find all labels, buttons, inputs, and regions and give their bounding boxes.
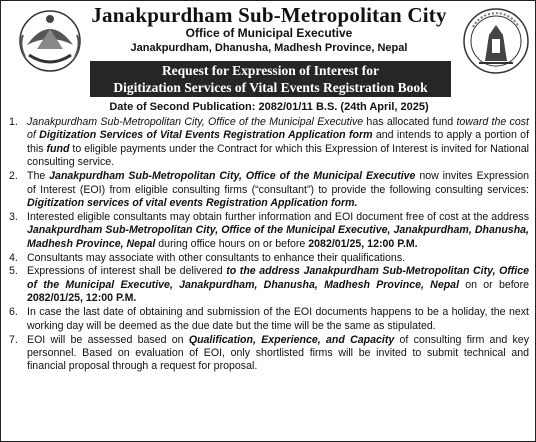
page-title: Janakpurdham Sub-Metropolitan City xyxy=(91,3,447,27)
list-item xyxy=(9,211,529,251)
item-number: 3. xyxy=(9,210,18,223)
item-text: Expressions of interest shall be delivered to the address Janakpurdham Sub-Metropolitan City, Office of the Municipal Executive, Janakpurdham, Dhanusha, Madhesh Province, Nepal on or before 2082/01/25, 12:00 P.M. xyxy=(27,265,529,305)
list-item xyxy=(9,252,529,265)
item-text: EOI will be assessed based on Qualification, Experience, and Capacity of consulting firm and key personnel. Based on evaluation of EOI, only shortlisted firms will be invited to submit technical and financial proposal through a request for proposal. xyxy=(27,333,529,373)
notice-items xyxy=(9,116,529,374)
list-item xyxy=(9,306,529,333)
item-text: Janakpurdham Sub-Metropolitan City, Office of the Municipal Executive has allocated fund toward the cost of Digitization Services of Vital Events Registration Application form and intends to apply a portion of this fund to eligible payments under the Contract for which this Expression of Interest is invited for National consulting service. xyxy=(27,116,530,169)
item-number: 4. xyxy=(9,251,18,264)
office-address: Janakpurdham, Dhanusha, Madhesh Province, Nepal xyxy=(130,42,408,54)
list-item xyxy=(9,265,529,305)
list-item xyxy=(9,170,529,210)
office-name: Office of Municipal Executive xyxy=(185,26,353,40)
item-number: 7. xyxy=(9,333,18,346)
publication-date: Date of Second Publication: 2082/01/11 B.S. (24th April, 2025) xyxy=(109,101,429,113)
item-number: 6. xyxy=(9,306,18,319)
list-item xyxy=(9,334,529,374)
notice-banner xyxy=(90,61,451,97)
item-number: 5. xyxy=(9,265,18,278)
item-text: The Janakpurdham Sub-Metropolitan City, Office of the Municipal Executive now invites Expression of Interest (EOI) from eligible consulting firms (“consultant”) to provide the following consulting services: Digitization services of vital events Registration Application form. xyxy=(27,170,529,209)
banner-line-1: Request for Expression of Interest for xyxy=(161,63,380,78)
item-number: 2. xyxy=(9,170,18,183)
banner-line-2: Digitization Services of Vital Events Registration Book xyxy=(113,80,428,95)
header xyxy=(1,4,536,55)
item-number: 1. xyxy=(9,116,18,128)
item-text: Consultants may associate with other consultants to enhance their qualifications. xyxy=(27,251,406,264)
item-text: In case the last date of obtaining and submission of the EOI documents happens to be a holiday, the next working day will be deemed as the due date but the time will be the same as stipulated. xyxy=(27,306,529,332)
list-item xyxy=(9,116,529,170)
item-text: Interested eligible consultants may obtain further information and EOI document free of cost at the address Janakpurdham Sub-Metropolitan City, Office of the Municipal Executive, Janakpurdham, Dhanusha, Madhesh Province, Nepal during office hours on or before 2082/01/25, 12:00 P.M. xyxy=(27,210,529,250)
